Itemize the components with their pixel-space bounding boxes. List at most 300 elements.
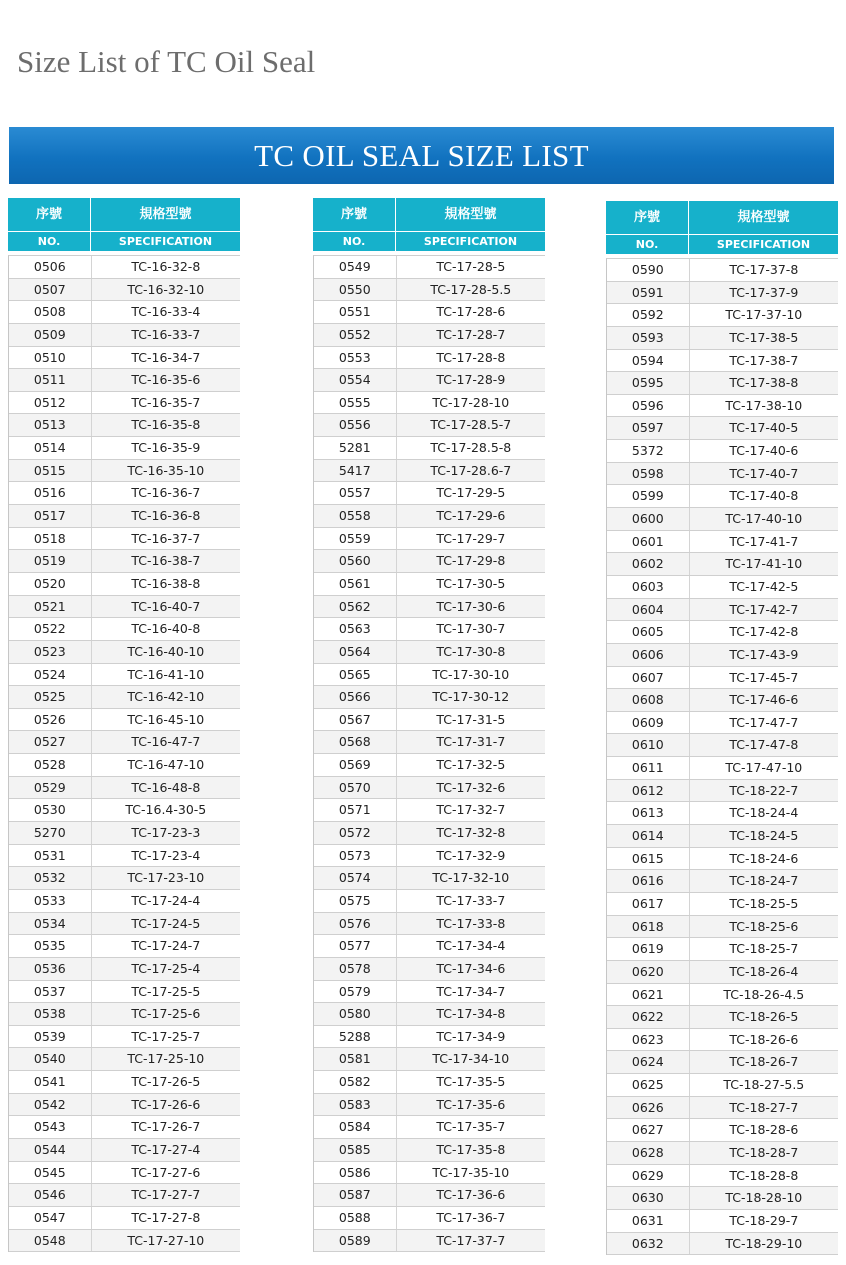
- table-row: [314, 1071, 545, 1094]
- cell-no: 0549: [338, 259, 371, 274]
- col-no-en-header: NO.: [313, 232, 395, 251]
- cell-specification: TC-17-27-4: [91, 1139, 240, 1161]
- table-row: [9, 1048, 240, 1071]
- cell-no: 0553: [338, 349, 371, 365]
- table-row: [9, 324, 240, 347]
- cell-specification: TC-17-42-7: [689, 599, 838, 621]
- table-row: [314, 301, 545, 324]
- cell-no: 0589: [338, 1232, 371, 1248]
- cell-specification: TC-17-34-10: [396, 1048, 545, 1070]
- cell-no: 0588: [338, 1209, 371, 1225]
- table-row: [607, 395, 838, 418]
- cell-specification: TC-16-48-8: [91, 777, 240, 799]
- table-row: [9, 618, 240, 641]
- cell-no: 0536: [33, 960, 66, 976]
- table-row: [607, 938, 838, 961]
- table-row: [314, 347, 545, 370]
- cell-no: 0585: [338, 1141, 371, 1157]
- cell-specification: TC-17-30-10: [396, 664, 545, 686]
- cell-no: 5417: [338, 462, 371, 478]
- cell-specification: TC-17-23-10: [91, 867, 240, 889]
- table-row: [314, 256, 545, 279]
- cell-specification: TC-17-25-10: [91, 1048, 240, 1070]
- cell-no: 0604: [631, 601, 664, 617]
- table-row: [314, 867, 545, 890]
- cell-specification: TC-17-31-7: [396, 731, 545, 753]
- cell-specification: TC-17-36-6: [396, 1184, 545, 1206]
- col-spec-en-header: SPECIFICATION: [91, 232, 240, 251]
- cell-specification: TC-16-38-8: [91, 573, 240, 595]
- cell-no: 0568: [338, 734, 371, 750]
- cell-no: 5281: [338, 440, 371, 456]
- cell-specification: TC-16-36-7: [91, 482, 240, 504]
- cell-no: 0556: [338, 417, 371, 433]
- cell-specification: TC-17-30-8: [396, 641, 545, 663]
- table-row: [9, 369, 240, 392]
- cell-no: 0626: [631, 1099, 664, 1115]
- table-row: [9, 1026, 240, 1049]
- table-row: [607, 1006, 838, 1029]
- cell-specification: TC-17-41-10: [689, 553, 838, 575]
- cell-specification: TC-18-24-5: [689, 825, 838, 847]
- table-row: [607, 984, 838, 1007]
- cell-specification: TC-17-30-5: [396, 573, 545, 595]
- cell-specification: TC-17-28-8: [396, 347, 545, 369]
- cell-specification: TC-17-38-10: [689, 395, 838, 417]
- cell-specification: TC-17-37-8: [689, 259, 838, 281]
- cell-specification: TC-17-32-5: [396, 754, 545, 776]
- col-spec-cn-header: 規格型號: [396, 198, 545, 231]
- cell-specification: TC-17-40-5: [689, 417, 838, 439]
- table-row: [314, 1003, 545, 1026]
- cell-no: 0555: [338, 394, 371, 410]
- cell-specification: TC-16-33-4: [91, 301, 240, 323]
- table-row: [314, 1207, 545, 1230]
- cell-specification: TC-17-27-8: [91, 1207, 240, 1229]
- cell-specification: TC-17-41-7: [689, 531, 838, 553]
- cell-specification: TC-17-30-7: [396, 618, 545, 640]
- cell-specification: TC-17-32-7: [396, 799, 545, 821]
- table-row: [607, 372, 838, 395]
- table-row: [607, 644, 838, 667]
- table-row: [607, 485, 838, 508]
- cell-no: 0631: [631, 1212, 664, 1228]
- cell-specification: TC-18-24-4: [689, 802, 838, 824]
- cell-specification: TC-16-35-9: [91, 437, 240, 459]
- cell-specification: TC-17-47-7: [689, 712, 838, 734]
- cell-no: 0617: [631, 895, 664, 911]
- cell-no: 0530: [33, 802, 66, 818]
- table-row: [314, 981, 545, 1004]
- table-row: [607, 802, 838, 825]
- cell-specification: TC-17-28-10: [396, 392, 545, 414]
- cell-specification: TC-16-38-7: [91, 550, 240, 572]
- table-row: [314, 550, 545, 573]
- cell-no: 0592: [631, 307, 664, 323]
- cell-specification: TC-17-28-9: [396, 369, 545, 391]
- cell-specification: TC-17-23-3: [91, 822, 240, 844]
- cell-no: 0574: [338, 870, 371, 886]
- table-row: [9, 1094, 240, 1117]
- table-row: [9, 1207, 240, 1230]
- cell-no: 0573: [338, 847, 371, 863]
- cell-no: 0606: [631, 646, 664, 662]
- cell-no: 0508: [33, 304, 66, 320]
- table-row: [607, 825, 838, 848]
- cell-specification: TC-17-25-5: [91, 981, 240, 1003]
- cell-no: 0586: [338, 1164, 371, 1180]
- table-row: [607, 576, 838, 599]
- cell-no: 0584: [338, 1119, 371, 1135]
- cell-specification: TC-17-30-6: [396, 596, 545, 618]
- cell-no: 0545: [33, 1164, 66, 1180]
- table-row: [607, 417, 838, 440]
- cell-no: 0537: [33, 983, 66, 999]
- cell-specification: TC-17-34-9: [396, 1026, 545, 1048]
- cell-specification: TC-16-40-8: [91, 618, 240, 640]
- cell-no: 0600: [631, 511, 664, 527]
- table-row: [9, 935, 240, 958]
- cell-specification: TC-17-40-8: [689, 485, 838, 507]
- cell-specification: TC-18-27-7: [689, 1097, 838, 1119]
- cell-no: 0593: [631, 329, 664, 345]
- table-row: [9, 256, 240, 279]
- table-row: [314, 279, 545, 302]
- table-row: [314, 460, 545, 483]
- cell-no: 0550: [338, 281, 371, 297]
- cell-no: 0554: [338, 372, 371, 388]
- table-row: [9, 1071, 240, 1094]
- table-row: [607, 916, 838, 939]
- cell-specification: TC-17-38-7: [689, 350, 838, 372]
- cell-specification: TC-18-28-10: [689, 1187, 838, 1209]
- cell-no: 0528: [33, 757, 66, 773]
- table-row: [9, 641, 240, 664]
- cell-specification: TC-16-33-7: [91, 324, 240, 346]
- cell-specification: TC-17-32-6: [396, 777, 545, 799]
- cell-no: 0535: [33, 938, 66, 954]
- table-header-cn: [8, 198, 240, 231]
- table-row: [314, 958, 545, 981]
- cell-no: 0616: [631, 873, 664, 889]
- cell-no: 0514: [33, 440, 66, 456]
- cell-specification: TC-16-32-10: [91, 279, 240, 301]
- table-row: [607, 599, 838, 622]
- table-row: [9, 505, 240, 528]
- cell-no: 0548: [33, 1232, 66, 1248]
- cell-no: 0580: [338, 1006, 371, 1022]
- cell-no: 5270: [33, 825, 66, 841]
- table-row: [314, 596, 545, 619]
- table-row: [9, 777, 240, 800]
- col-no-cn-header: 序號: [606, 201, 688, 234]
- cell-specification: TC-17-24-5: [91, 913, 240, 935]
- table-row: [607, 350, 838, 373]
- table-row: [314, 890, 545, 913]
- cell-specification: TC-17-35-6: [396, 1094, 545, 1116]
- cell-specification: TC-18-29-10: [689, 1233, 838, 1255]
- table-row: [9, 528, 240, 551]
- cell-specification: TC-17-37-7: [396, 1230, 545, 1252]
- table-row: [314, 1230, 545, 1253]
- table-header-en: [8, 231, 240, 251]
- cell-specification: TC-18-28-8: [689, 1165, 838, 1187]
- cell-specification: TC-18-25-7: [689, 938, 838, 960]
- cell-no: 0551: [338, 304, 371, 320]
- table-row: [9, 1162, 240, 1185]
- cell-specification: TC-16-40-7: [91, 596, 240, 618]
- cell-no: 0519: [33, 553, 66, 569]
- table-row: [314, 664, 545, 687]
- table-body: [606, 258, 838, 1255]
- cell-specification: TC-17-28.5-8: [396, 437, 545, 459]
- cell-no: 0511: [33, 372, 66, 388]
- table-row: [314, 845, 545, 868]
- cell-no: 0557: [338, 485, 371, 501]
- cell-specification: TC-17-28-5: [396, 256, 545, 278]
- table-row: [314, 935, 545, 958]
- cell-no: 0541: [33, 1074, 66, 1090]
- cell-no: 0595: [631, 375, 664, 391]
- cell-no: 0576: [338, 915, 371, 931]
- cell-specification: TC-16-35-7: [91, 392, 240, 414]
- cell-no: 0594: [631, 352, 664, 368]
- cell-no: 0583: [338, 1096, 371, 1112]
- cell-specification: TC-18-26-6: [689, 1029, 838, 1051]
- table-row: [607, 712, 838, 735]
- table-row: [607, 531, 838, 554]
- cell-no: 0605: [631, 624, 664, 640]
- cell-no: 0572: [338, 825, 371, 841]
- table-row: [607, 1051, 838, 1074]
- col-no-en-header: NO.: [606, 235, 688, 254]
- cell-specification: TC-16-47-10: [91, 754, 240, 776]
- table-row: [607, 870, 838, 893]
- table-row: [314, 754, 545, 777]
- table-row: [607, 757, 838, 780]
- cell-no: 0539: [33, 1028, 66, 1044]
- cell-no: 0625: [631, 1077, 664, 1093]
- table-row: [9, 301, 240, 324]
- cell-no: 0620: [631, 963, 664, 979]
- cell-specification: TC-17-26-6: [91, 1094, 240, 1116]
- cell-specification: TC-17-32-8: [396, 822, 545, 844]
- table-row: [607, 1074, 838, 1097]
- cell-no: 0558: [338, 508, 371, 524]
- table-row: [314, 686, 545, 709]
- cell-no: 0619: [631, 941, 664, 957]
- cell-specification: TC-16-45-10: [91, 709, 240, 731]
- cell-no: 0533: [33, 892, 66, 908]
- size-table-2: [313, 198, 545, 1252]
- cell-specification: TC-17-34-6: [396, 958, 545, 980]
- table-row: [9, 414, 240, 437]
- table-row: [9, 664, 240, 687]
- table-row: [607, 463, 838, 486]
- cell-no: 0570: [338, 779, 371, 795]
- table-row: [607, 553, 838, 576]
- table-row: [9, 845, 240, 868]
- cell-no: 0562: [338, 598, 371, 614]
- cell-specification: TC-17-24-4: [91, 890, 240, 912]
- cell-specification: TC-17-34-4: [396, 935, 545, 957]
- cell-no: 0567: [338, 711, 371, 727]
- table-row: [314, 641, 545, 664]
- cell-no: 0523: [33, 643, 66, 659]
- cell-no: 0526: [33, 711, 66, 727]
- cell-specification: TC-16-34-7: [91, 347, 240, 369]
- cell-no: 0564: [338, 643, 371, 659]
- table-row: [314, 437, 545, 460]
- table-row: [314, 1184, 545, 1207]
- table-row: [314, 709, 545, 732]
- cell-no: 0527: [33, 734, 66, 750]
- cell-specification: TC-17-43-9: [689, 644, 838, 666]
- cell-specification: TC-17-28.5-7: [396, 414, 545, 436]
- cell-no: 0577: [338, 938, 371, 954]
- cell-no: 5372: [631, 443, 664, 459]
- cell-specification: TC-17-36-7: [396, 1207, 545, 1229]
- table-row: [314, 799, 545, 822]
- cell-no: 0566: [338, 689, 371, 705]
- table-row: [607, 961, 838, 984]
- table-row: [607, 1165, 838, 1188]
- table-row: [607, 440, 838, 463]
- table-row: [9, 482, 240, 505]
- col-no-cn-header: 序號: [8, 198, 90, 231]
- table-row: [9, 686, 240, 709]
- cell-no: 0507: [33, 281, 66, 297]
- cell-no: 0542: [33, 1096, 66, 1112]
- col-no-en-header: NO.: [8, 232, 90, 251]
- table-row: [9, 867, 240, 890]
- cell-specification: TC-18-26-4: [689, 961, 838, 983]
- table-row: [314, 505, 545, 528]
- table-row: [607, 1029, 838, 1052]
- cell-specification: TC-17-42-5: [689, 576, 838, 598]
- cell-specification: TC-17-27-10: [91, 1230, 240, 1252]
- cell-specification: TC-17-40-6: [689, 440, 838, 462]
- cell-specification: TC-17-33-8: [396, 913, 545, 935]
- cell-specification: TC-16-35-6: [91, 369, 240, 391]
- cell-specification: TC-16-32-8: [91, 256, 240, 278]
- cell-specification: TC-17-35-10: [396, 1162, 545, 1184]
- cell-no: 0516: [33, 485, 66, 501]
- table-row: [9, 392, 240, 415]
- table-row: [314, 913, 545, 936]
- cell-no: 0609: [631, 714, 664, 730]
- cell-specification: TC-17-37-10: [689, 304, 838, 326]
- cell-no: 0560: [338, 553, 371, 569]
- col-spec-cn-header: 規格型號: [689, 201, 838, 234]
- cell-no: 0612: [631, 782, 664, 798]
- table-row: [9, 1139, 240, 1162]
- table-row: [9, 1184, 240, 1207]
- table-header-cn: [313, 198, 545, 231]
- cell-specification: TC-16-47-7: [91, 731, 240, 753]
- table-row: [607, 1187, 838, 1210]
- cell-no: 0630: [631, 1190, 664, 1206]
- cell-no: 0615: [631, 850, 664, 866]
- cell-specification: TC-17-28-7: [396, 324, 545, 346]
- cell-no: 0515: [33, 462, 66, 478]
- cell-no: 0591: [631, 284, 664, 300]
- cell-specification: TC-16-37-7: [91, 528, 240, 550]
- page-title: Size List of TC Oil Seal: [17, 44, 316, 79]
- cell-no: 0525: [33, 689, 66, 705]
- cell-specification: TC-17-29-8: [396, 550, 545, 572]
- cell-specification: TC-16-42-10: [91, 686, 240, 708]
- cell-specification: TC-16-36-8: [91, 505, 240, 527]
- table-row: [607, 848, 838, 871]
- cell-specification: TC-17-37-9: [689, 282, 838, 304]
- cell-specification: TC-16.4-30-5: [91, 799, 240, 821]
- cell-no: 0618: [631, 918, 664, 934]
- banner-title: TC OIL SEAL SIZE LIST: [9, 127, 834, 184]
- table-row: [9, 550, 240, 573]
- cell-specification: TC-17-26-5: [91, 1071, 240, 1093]
- cell-specification: TC-18-27-5.5: [689, 1074, 838, 1096]
- table-row: [607, 734, 838, 757]
- cell-specification: TC-18-24-7: [689, 870, 838, 892]
- table-row: [9, 1003, 240, 1026]
- cell-no: 0538: [33, 1006, 66, 1022]
- cell-no: 0621: [631, 986, 664, 1002]
- cell-specification: TC-17-46-6: [689, 689, 838, 711]
- table-row: [607, 1142, 838, 1165]
- cell-specification: TC-17-35-7: [396, 1116, 545, 1138]
- cell-no: 0510: [33, 349, 66, 365]
- cell-no: 0512: [33, 394, 66, 410]
- table-row: [9, 799, 240, 822]
- table-row: [607, 327, 838, 350]
- cell-no: 0632: [631, 1235, 664, 1251]
- cell-no: 0629: [631, 1167, 664, 1183]
- cell-specification: TC-17-25-4: [91, 958, 240, 980]
- col-spec-en-header: SPECIFICATION: [689, 235, 838, 254]
- cell-no: 0582: [338, 1074, 371, 1090]
- cell-no: 0598: [631, 465, 664, 481]
- cell-no: 0579: [338, 983, 371, 999]
- cell-specification: TC-16-41-10: [91, 664, 240, 686]
- cell-specification: TC-17-32-10: [396, 867, 545, 889]
- cell-no: 0552: [338, 326, 371, 342]
- table-row: [314, 392, 545, 415]
- table-header-cn: [606, 201, 838, 234]
- cell-no: 0601: [631, 533, 664, 549]
- cell-no: 0513: [33, 417, 66, 433]
- table-row: [314, 1094, 545, 1117]
- cell-specification: TC-17-34-7: [396, 981, 545, 1003]
- cell-no: 0543: [33, 1119, 66, 1135]
- table-row: [9, 981, 240, 1004]
- col-no-cn-header: 序號: [313, 198, 395, 231]
- cell-specification: TC-17-42-8: [689, 621, 838, 643]
- cell-no: 0627: [631, 1122, 664, 1138]
- cell-specification: TC-17-31-5: [396, 709, 545, 731]
- cell-specification: TC-18-29-7: [689, 1210, 838, 1232]
- cell-no: 0623: [631, 1031, 664, 1047]
- table-row: [314, 528, 545, 551]
- table-row: [9, 731, 240, 754]
- cell-no: 0563: [338, 621, 371, 637]
- cell-specification: TC-17-23-4: [91, 845, 240, 867]
- table-row: [314, 482, 545, 505]
- table-row: [9, 347, 240, 370]
- table-row: [314, 414, 545, 437]
- cell-no: 0607: [631, 669, 664, 685]
- cell-no: 0587: [338, 1187, 371, 1203]
